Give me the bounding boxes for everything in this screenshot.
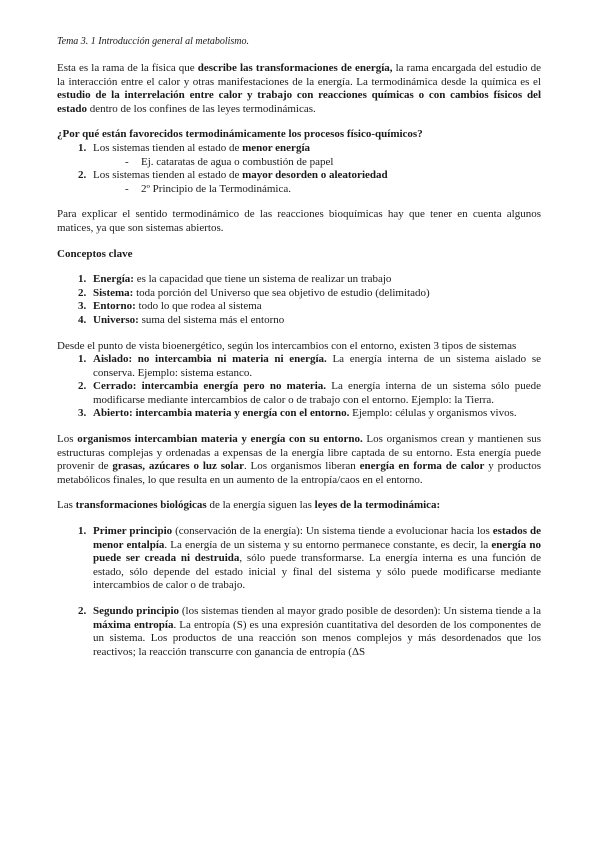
intro-paragraph	[57, 62, 541, 116]
organisms-text-1: Los	[57, 433, 78, 446]
system-item	[89, 353, 541, 380]
laws-intro-bold-2: leyes de la termodinámica:	[314, 499, 441, 512]
intro-text-2: la rama encargada del estudio de la interacción entre el calor y otras manifestaciones de la energía. La termodinámica desde la química es el	[57, 62, 541, 88]
organisms-text-3: . Los organismos liberan	[243, 460, 360, 473]
law-bold-2: estados de menor entalpía	[93, 525, 541, 551]
laws-intro	[57, 499, 541, 513]
law-text-3: , sólo puede transformarse. La energía interna es una función de estado, sólo depende del estado inicial y final del sistema y sólo puede modificarse mediante intercambios de calor o de trabajo.	[93, 552, 541, 592]
law-item	[89, 525, 541, 605]
law-text-2: . La entropía (S) es una expresión cuantitativa del desorden de los componentes de un sistema. Los productos de una reacción son menos complejos y más desordenados que los reactivos; la reacción transcurre con ganancia de entropía (ΔS	[93, 618, 541, 658]
law-text-1: (conservación de la energía): Un sistema tiende a evolucionar hacia los	[172, 525, 493, 538]
organisms-bold-3: energía en forma de calor	[359, 460, 485, 473]
law-title: Segundo principio	[93, 605, 179, 617]
bioenergetic-paragraph: Desde el punto de vista bioenergético, según los intercambios con el entorno, existen 3 tipos de sistemas	[57, 339, 517, 352]
law-bold-3: energía no puede ser creada ni destruida	[93, 538, 541, 565]
favored-sublist	[125, 156, 541, 170]
system-def: Ejemplo: células y organismos vivos.	[349, 407, 517, 420]
favored-sublist	[125, 183, 541, 197]
concepts-heading: Conceptos clave	[57, 247, 133, 260]
law-text-2: . La energía de un sistema y su entorno permanece constante, es decir, la	[164, 538, 492, 551]
system-item	[89, 407, 541, 421]
concept-item	[89, 273, 541, 287]
concept-def: es la capacidad que tiene un sistema de realizar un trabajo	[133, 273, 392, 286]
organisms-text-4: y productos metabólicos finales, lo que resulta en un aumento de la entropía/caos en el entorno.	[57, 460, 542, 486]
concept-term: Energía:	[93, 273, 134, 286]
system-term: Aislado: no intercambia ni materia ni energía.	[93, 353, 327, 366]
concepts-list	[57, 273, 541, 327]
law-title: Primer principio	[93, 525, 173, 538]
concept-term: Universo:	[93, 313, 139, 326]
explain-paragraph: Para explicar el sentido termodinámico de las reacciones bioquímicas hay que tener en cuenta algunos matices, ya que son sistemas abiertos.	[57, 208, 541, 234]
law-text-1: (los sistemas tienden al mayor grado posible de desorden): Un sistema tiende a la	[179, 605, 541, 617]
laws-intro-text-2: de la energía siguen las	[206, 499, 315, 512]
favored-subitem: - Ej. cataratas de agua o combustión de papel	[125, 156, 541, 170]
concept-item	[89, 314, 541, 328]
intro-text-1: Esta es la rama de la física que	[57, 62, 198, 74]
concept-item	[89, 287, 541, 301]
concept-def: suma del sistema más el entorno	[138, 313, 285, 326]
favored-item	[89, 142, 541, 169]
systems-list	[57, 353, 541, 421]
concept-term: Sistema:	[93, 286, 134, 299]
intro-bold-1: describe las transformaciones de energía,	[197, 62, 393, 74]
favored-item-bold: menor energía	[242, 141, 310, 154]
system-def: La energía interna de un sistema sólo puede modificarse mediante intercambios de calor o de trabajo con el entorno. Ejemplo: la Tierra.	[93, 380, 541, 406]
intro-text-3: dentro de los confines de las leyes termodinámicas.	[86, 102, 316, 115]
organisms-bold-2: grasas, azúcares o luz solar	[112, 460, 244, 473]
favored-item-text: Los sistemas tienden al estado de	[93, 141, 243, 154]
organisms-bold-1: organismos intercambian materia y energía con su entorno.	[77, 433, 363, 446]
document-body	[57, 62, 541, 659]
favored-list	[57, 142, 541, 196]
concept-term: Entorno:	[93, 300, 136, 313]
laws-intro-text-1: Las	[57, 499, 76, 512]
laws-list	[57, 525, 541, 659]
favored-item-text: Los sistemas tienden al estado de	[93, 169, 243, 182]
favored-subitem: - 2º Principio de la Termodinámica.	[125, 183, 541, 197]
concept-def: todo lo que rodea al sistema	[135, 300, 262, 313]
organisms-text-2: Los organismos crean y mantienen sus estructuras complejas y ordenadas a expensas de la energía libre captada de su entorno. Esta energía puede provenir de	[57, 433, 541, 473]
laws-intro-bold-1: transformaciones biológicas	[75, 499, 207, 512]
system-term: Cerrado: intercambia energía pero no materia.	[93, 380, 327, 393]
favored-item	[89, 169, 541, 196]
question-heading: ¿Por qué están favorecidos termodinámicamente los procesos físico-químicos?	[57, 128, 423, 141]
law-bold-2: máxima entropía	[93, 618, 174, 631]
concept-item	[89, 300, 541, 314]
page-header: Tema 3. 1 Introducción general al metabolismo.	[57, 36, 250, 47]
organisms-paragraph	[57, 433, 541, 487]
concept-def: toda porción del Universo que sea objetivo de estudio (delimitado)	[133, 286, 430, 299]
intro-bold-2: estudio de la interrelación entre calor y trabajo con reacciones químicas o con cambios físicos del estado	[57, 89, 541, 115]
system-item	[89, 380, 541, 407]
system-def: La energía interna de un sistema aislado se conserva. Ejemplo: sistema estanco.	[93, 353, 541, 379]
law-item	[89, 605, 541, 659]
favored-item-bold: mayor desorden o aleatoriedad	[242, 169, 388, 182]
system-term: Abierto: intercambia materia y energía con el entorno.	[93, 407, 350, 420]
